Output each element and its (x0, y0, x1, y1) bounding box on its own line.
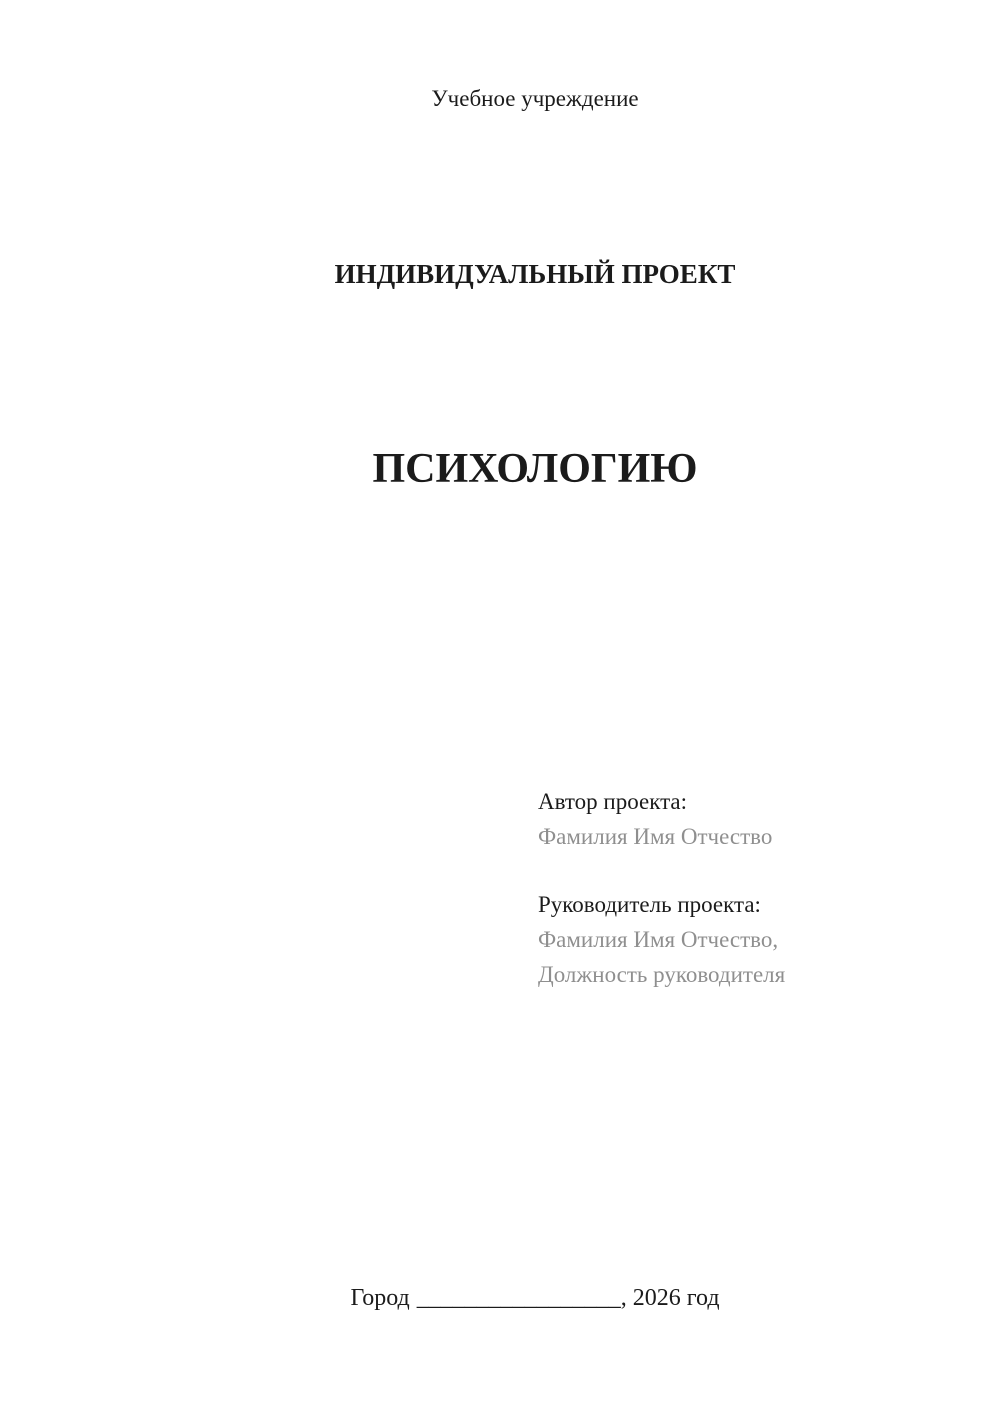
institution-name: Учебное учреждение (431, 86, 639, 111)
city-blank-line: _________________ (416, 1285, 621, 1311)
project-type-heading: ИНДИВИДУАЛЬНЫЙ ПРОЕКТ (334, 259, 736, 289)
city-label: Город (350, 1285, 410, 1311)
author-label: Автор проекта: (538, 789, 687, 814)
credits-block (538, 784, 920, 992)
city-year-line (150, 1284, 920, 1313)
author-name-placeholder: Фамилия Имя Отчество (538, 824, 773, 849)
supervisor-position-placeholder: Должность руководителя (538, 962, 786, 987)
year-text: , 2026 год (620, 1285, 720, 1311)
supervisor-label: Руководитель проекта: (538, 892, 761, 917)
project-title: ПСИХОЛОГИЮ (372, 446, 698, 492)
supervisor-group (538, 887, 920, 992)
supervisor-name-placeholder: Фамилия Имя Отчество, (538, 927, 779, 952)
author-group (538, 784, 920, 854)
